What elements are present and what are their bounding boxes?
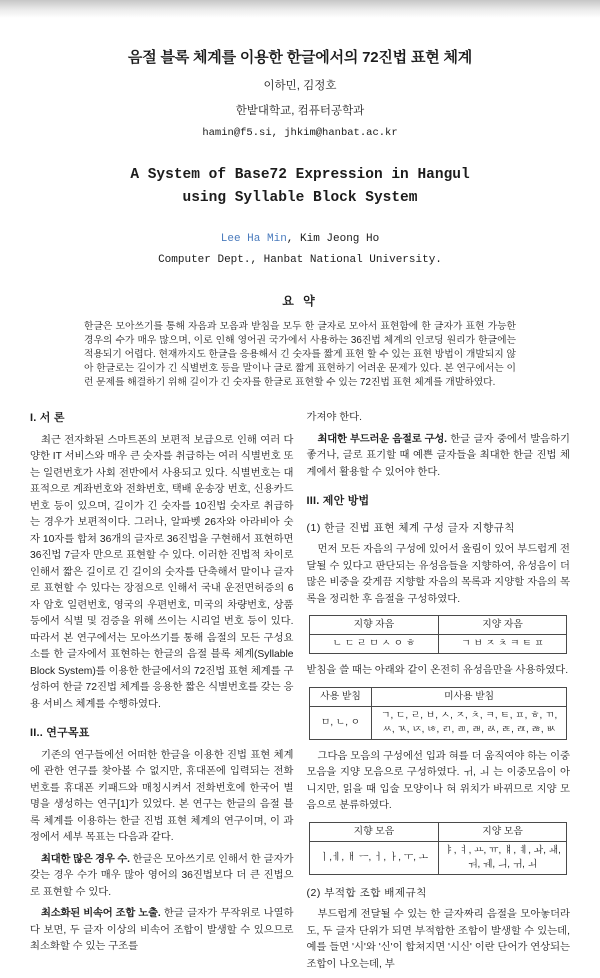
- goal-min-profanity-paragraph: [30, 906, 294, 956]
- intro-paragraph: 최근 전자화된 스마트폰의 보편적 보급으로 인해 여러 다양한 IT 서비스와 매우 큰 숫자를 취급하는 여러 식별번호 또는 일련번호가 사회 전반에서 사용되고 있다. 식별번호는 대표적으로 계좌번호와 전화번호, 택배 운송장 번호, 신용카드 번호 등이 있으며, 길이가 긴 숫자를 10진법 숫자로 취급하는 경우가 보편적이다. 그러나, 알파벳 26자와 아라비아 숫자 10자를 합쳐 36개의 글자로 36진법을 구현해서 표현하면 36진법 7글자 만으로 표현할 수 있다. 이러한 진법적 차이로 인해서 짧은 길이로 긴 길이의 숫자를 단축해서 말이나 글자로 표현할 수 있다는 장점으로 인해서 국내 운전면허증의 6자 암호 일련번호, 영국의 우편번호, 미국의 차량번호, 상품 등에서 식별 및 검증을 위해 쓰이는 시리얼 번호 등이 있다. 따라서 본 연구에서는 모아쓰기를 통해 음절의 모든 구성요소를 한 글자에서 표현하는 한글의 음절 블록 체계(Syllable Block System)를 이용한 한글에서의 72진법 표현 체계를 구성하여 한글 72진법 체계를 응용한 짧은 식별번호를 갖는 응용 서비스 체계를 수행하였다.: [30, 434, 294, 710]
- author-english-highlighted: Lee Ha Min: [220, 233, 287, 245]
- avoided-consonant-header: 지양 자음: [438, 616, 567, 635]
- right-column: [307, 410, 571, 978]
- preferred-consonant-header: 지향 자음: [310, 616, 439, 635]
- paper-title-english: [30, 164, 570, 210]
- goals-intro-paragraph: 기존의 연구들에선 어떠한 한글을 이용한 진법 표현 체계에 관한 연구를 찾아볼 수 없지만, 휴대폰에 입력되는 전화번호를 휴대폰 키패드와 매칭시켜서 전화번호에 한국어 별명을 생성하는 연구[1]가 있었다. 본 연구는 한글의 음절 블록 체계를 이용하는 한글 진법 표현 체계의 연구이며, 이 과정에서 세부 목표는 다음과 같다.: [30, 749, 294, 843]
- batchim-table: [309, 687, 567, 740]
- continuation-paragraph: 가져야 한다.: [306, 412, 362, 423]
- avoided-vowel-cell: ㅑ, ㅕ, ㅛ, ㅠ, ㅒ, ㅖ, ㅘ, ㅙ, ㅝ, ㅞ, ㅢ, ㅟ, ㅚ: [438, 841, 567, 874]
- unused-batchim-header: 미사용 받침: [371, 687, 567, 706]
- rule1-heading: (1) 한글 진법 표현 체계 구성 글자 지향규칙: [306, 521, 516, 534]
- abstract-heading: 요 약: [282, 294, 318, 308]
- rule2-heading: (2) 부적합 조합 배제규칙: [306, 886, 427, 899]
- table-header-row: [310, 822, 567, 841]
- author-english-rest: , Kim Jeong Ho: [286, 233, 380, 245]
- unused-batchim-cell: ㄱ, ㄷ, ㄹ, ㅂ, ㅅ, ㅈ, ㅊ, ㅋ, ㅌ, ㅍ, ㅎ, ㄲ, ㅆ, ㄳ, ㄵ, ㄶ, ㄺ, ㄻ, ㄼ, ㄽ, ㄾ, ㄿ, ㅀ, ㅄ: [371, 706, 567, 739]
- goal-max-cases-lead: 최대한 많은 경우 수.: [41, 853, 130, 865]
- table-header-row: [310, 616, 567, 635]
- goal-smooth-syllable-paragraph: [307, 432, 571, 482]
- paper-title-english-line1: A System of Base72 Expression in Hangul: [130, 167, 470, 183]
- avoided-consonant-cell: ㄱ ㅂ ㅈ ㅊ ㅋ ㅌ ㅍ: [438, 635, 567, 654]
- vowel-table: [309, 822, 567, 875]
- goal-max-cases-text: 한글은 모아쓰기로 인해서 한 글자가 갖는 경우 수가 매우 많아 영어의 36진법보다 더 큰 진법으로 표현할 수 있다.: [30, 853, 294, 898]
- vowel-paragraph: 그다음 모음의 구성에선 입과 혀를 더 움직여야 하는 이중모음을 지양 모음으로 구성하였다. ㅟ, ㅚ 는 이중모음이 아니지만, 읽을 때 입술 모양이나 혀 위치가 바뀌므로 지양 모음으로 분류하였다.: [306, 750, 570, 811]
- affiliation-english: Computer Dept., Hanbat National University.: [158, 254, 442, 266]
- section-heading-goals: II.. 연구목표: [30, 727, 90, 739]
- used-batchim-cell: ㅁ, ㄴ, ㅇ: [310, 706, 372, 739]
- table-row: [310, 706, 567, 739]
- used-batchim-header: 사용 받침: [310, 687, 372, 706]
- goal-smooth-syllable-text: 한글 글자 중에서 발음하기 좋거나, 글로 표기할 때 예쁜 글자들을 최대한 한글 진법 체계에서 활용할 수 있어야 한다.: [306, 433, 571, 478]
- goal-smooth-syllable-lead: 최대한 부드러운 음절로 구성.: [317, 433, 447, 445]
- section-heading-intro: I. 서 론: [30, 412, 65, 424]
- body-columns: [30, 410, 570, 978]
- section-heading-method: III. 제안 방법: [306, 495, 370, 507]
- rule1-paragraph: 먼저 모든 자음의 구성에 있어서 울림이 있어 부드럽게 전달될 수 있다고 판단되는 유성음들을 지향하여, 유성음이 더 많은 비중을 갖게끔 지향할 자음의 목록과 지양할 자음의 목록을 정리한 후 음절을 구성하였다.: [306, 544, 570, 605]
- author-emails: hamin@f5.si, jhkim@hanbat.ac.kr: [202, 127, 398, 139]
- preferred-consonant-cell: ㄴ ㄷ ㄹ ㅁ ㅅ ㅇ ㅎ: [310, 635, 439, 654]
- left-column: [30, 410, 294, 978]
- avoided-vowel-header: 지양 모음: [438, 822, 567, 841]
- goal-min-profanity-text: 한글 글자가 무작위로 나열하다 보면, 두 글자 이상의 비속어 조합이 발생할 수 있으므로 최소화할 수 있는 구조를: [30, 908, 294, 952]
- table-row: [310, 841, 567, 874]
- authors-english: [30, 233, 570, 245]
- table-header-row: [310, 687, 567, 706]
- abstract-text: 한글은 모아쓰기를 통해 자음과 모음과 받침을 모두 한 글자로 모아서 표현함에 한 글자가 표현 가능한 경우의 수가 매우 많으며, 이로 인해 영어권 국가에서 사용하는 36진법 체계의 인코딩 원리가 한글에는 적용되기 어렵다. 현재까지도 한글을 응용해서 긴 숫자를 짧게 표현 할 수 있는 표현 방법이 개발되지 않아 한글로는 길이가 긴 식별번호 등을 말이나 글로 짧게 표현하기 어려운 문제가 있다. 본 연구에서는 이런 문제를 해결하기 위해 길이가 긴 숫자를 한글로 표현할 수 있는 72진법 표현 체계를 개발하였다.: [84, 321, 516, 388]
- table-row: [310, 635, 567, 654]
- paper-title-korean: 음절 블록 체계를 이용한 한글에서의 72진법 표현 체계: [127, 49, 473, 66]
- preferred-vowel-header: 지향 모음: [310, 822, 439, 841]
- batchim-note: 받침을 쓸 때는 아래와 같이 온전히 유성음만을 사용하였다.: [306, 665, 569, 676]
- authors-korean: 이하민, 김정호: [263, 80, 337, 92]
- affiliation-korean: 한밭대학교, 컴퓨터공학과: [235, 105, 365, 117]
- goal-min-profanity-lead: 최소화된 비속어 조합 노출.: [41, 908, 161, 919]
- paper-title-english-line2: using Syllable Block System: [182, 190, 418, 206]
- preferred-vowel-cell: ㅣ,ㅔ, ㅐ ㅡ, ㅓ, ㅏ, ㅜ, ㅗ: [310, 841, 439, 874]
- goal-max-cases-paragraph: [30, 852, 294, 902]
- rule2-paragraph: 부드럽게 전달될 수 있는 한 글자짜리 음절을 모아놓더라도, 두 글자 단위가 되면 부적합한 조합이 발생할 수 있는데, 예를 들면 '시'와 '신'이 합쳐지면 '시신' 이란 단어가 연상되는 조합이 나오는데, 부: [306, 909, 570, 970]
- preferred-consonant-table: [309, 615, 567, 654]
